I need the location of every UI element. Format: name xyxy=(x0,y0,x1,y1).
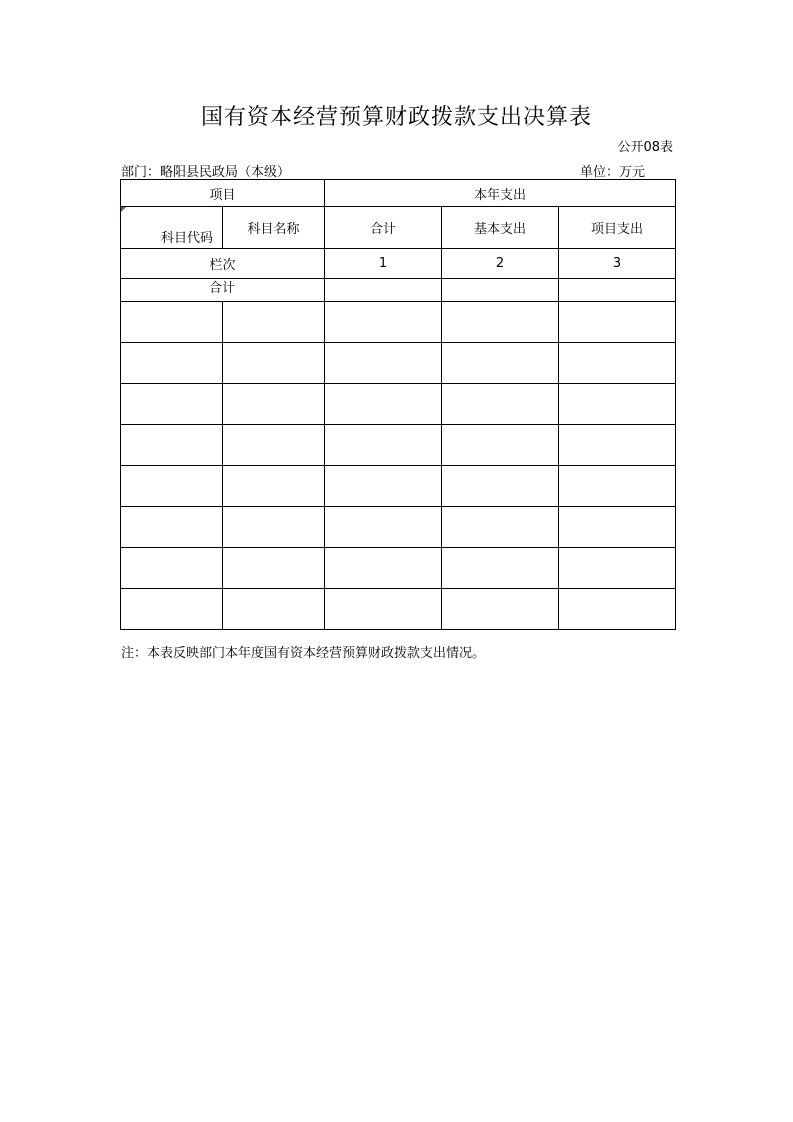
table-row xyxy=(121,384,676,425)
table-cell xyxy=(442,507,559,548)
department-label: 部门：略阳县民政局（本级） xyxy=(121,165,291,180)
total-label: 合计 xyxy=(121,279,325,302)
form-code: 公开08表 xyxy=(617,140,673,155)
table-cell xyxy=(559,507,676,548)
table-cell xyxy=(442,548,559,589)
table-cell xyxy=(325,466,442,507)
table-cell xyxy=(442,343,559,384)
header-row-2 xyxy=(121,207,676,249)
expenditure-table xyxy=(120,179,676,630)
table-cell xyxy=(223,343,325,384)
table-row xyxy=(121,302,676,343)
table-cell xyxy=(325,343,442,384)
total-value-2 xyxy=(442,279,559,302)
table-cell xyxy=(442,466,559,507)
table-cell xyxy=(325,548,442,589)
total-row xyxy=(121,279,676,302)
table-cell xyxy=(223,548,325,589)
table-cell xyxy=(223,384,325,425)
header-name: 科目名称 xyxy=(223,207,325,249)
header-project: 项目支出 xyxy=(559,207,676,249)
table-cell xyxy=(325,507,442,548)
table-cell xyxy=(559,589,676,630)
table-row xyxy=(121,343,676,384)
header-total: 合计 xyxy=(325,207,442,249)
header-code: 科目代码 xyxy=(161,231,214,246)
table-cell xyxy=(121,589,223,630)
table-cell xyxy=(121,507,223,548)
page-title: 国有资本经营预算财政拨款支出决算表 xyxy=(200,105,592,130)
table-cell xyxy=(325,384,442,425)
footnote: 注：本表反映部门本年度国有资本经营预算财政拨款支出情况。 xyxy=(121,646,486,661)
cell-corner-mark xyxy=(121,207,126,212)
table-row xyxy=(121,425,676,466)
table-cell xyxy=(121,343,223,384)
seq-3: 3 xyxy=(559,249,676,279)
table-cell xyxy=(559,425,676,466)
table-cell xyxy=(442,384,559,425)
table-cell xyxy=(223,302,325,343)
table-cell xyxy=(223,425,325,466)
seq-label: 栏次 xyxy=(121,249,325,279)
table-row xyxy=(121,466,676,507)
table-cell xyxy=(121,466,223,507)
header-code-cell xyxy=(121,207,223,249)
table-cell xyxy=(325,589,442,630)
table-cell xyxy=(223,589,325,630)
table-cell xyxy=(559,548,676,589)
total-value-3 xyxy=(559,279,676,302)
table-cell xyxy=(325,302,442,343)
table-cell xyxy=(559,343,676,384)
table-cell xyxy=(559,302,676,343)
header-row-1 xyxy=(121,180,676,207)
seq-2: 2 xyxy=(442,249,559,279)
table-cell xyxy=(325,425,442,466)
table-cell xyxy=(223,466,325,507)
table-cell xyxy=(442,302,559,343)
table-cell xyxy=(559,384,676,425)
sequence-row xyxy=(121,249,676,279)
table-row xyxy=(121,548,676,589)
table-cell xyxy=(442,425,559,466)
table-cell xyxy=(223,507,325,548)
header-expense: 本年支出 xyxy=(325,180,676,207)
total-value-1 xyxy=(325,279,442,302)
table-row xyxy=(121,507,676,548)
header-basic: 基本支出 xyxy=(442,207,559,249)
table-row xyxy=(121,589,676,630)
table-cell xyxy=(121,548,223,589)
unit-label: 单位：万元 xyxy=(580,165,646,180)
header-item: 项目 xyxy=(121,180,325,207)
table-cell xyxy=(442,589,559,630)
seq-1: 1 xyxy=(325,249,442,279)
table-cell xyxy=(121,384,223,425)
table-cell xyxy=(559,466,676,507)
table-cell xyxy=(121,302,223,343)
table-cell xyxy=(121,425,223,466)
